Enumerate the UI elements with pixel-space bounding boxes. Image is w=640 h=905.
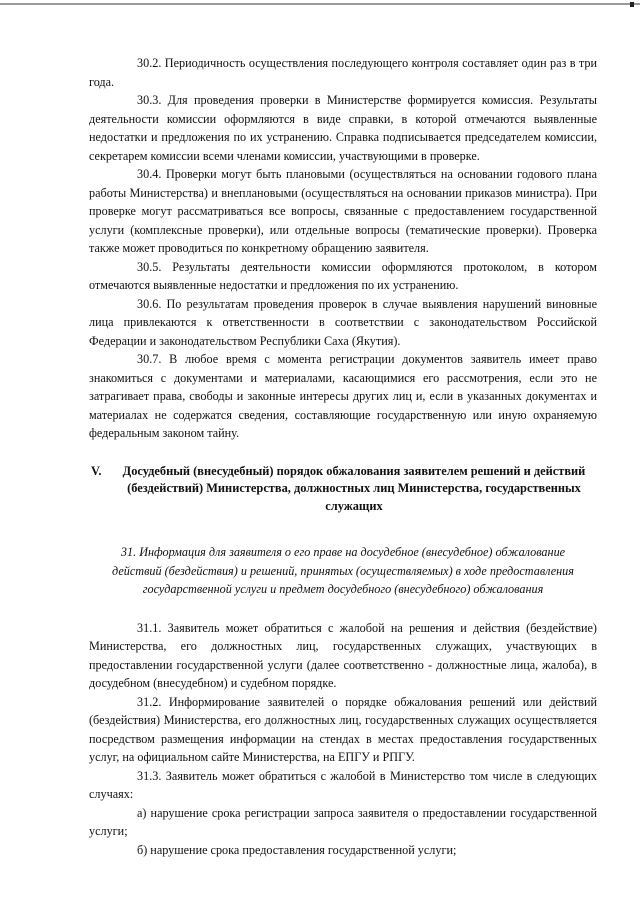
paragraph-30-4: 30.4. Проверки могут быть плановыми (осуществляться на основании годового плана работы Министерства) и внеплановыми (осуществляться на основании приказов министра). При проверке могут рассматриваться все вопросы, связанные с предоставлением государственной услуги (комплексные проверки), или отдельные вопросы (тематические проверки). Проверка также может проводиться по конкретному обращению заявителя. <box>89 167 597 255</box>
scan-top-edge <box>0 3 640 5</box>
subsection-heading: 31. Информация для заявителя о его праве на досудебное (внесудебное) обжалование действий (бездействия) и решений, принятых (осуществляемых) в ходе предоставления государственной услуги и предмет досудебного (внесудебного) обжалования <box>112 545 574 596</box>
list-item-b: б) нарушение срока предоставления государственной услуги; <box>137 842 457 857</box>
document-page <box>89 54 597 859</box>
paragraph-31-3: 31.3. Заявитель может обратиться с жалобой в Министерство том числе в следующих случаях: <box>89 768 597 801</box>
section-heading <box>89 463 597 516</box>
paragraph-31-1: 31.1. Заявитель может обратиться с жалобой на решения и действия (бездействие) Министерства, его должностных лиц, государственных служащих, участвующих в предоставлении государственной услуги (далее соответственно - должностные лица, жалоба), в досудебном (внесудебном) и судебном порядке. <box>89 620 597 690</box>
paragraph-30-2: 30.2. Периодичность осуществления последующего контроля составляет один раз в три года. <box>89 56 597 89</box>
paragraph-31-2: 31.2. Информирование заявителей о порядке обжалования решений или действий (бездействия) Министерства, его должностных лиц, государственных служащих осуществляется посредством размещения информации на стендах в местах предоставления государственных услуг, на официальном сайте Министерства, на ЕПГУ и РПГУ. <box>89 694 597 764</box>
section-title: Досудебный (внесудебный) порядок обжалования заявителем решений и действий (бездействий) Министерства, должностных лиц Министерства, государственных служащих <box>122 463 586 513</box>
list-item-a: а) нарушение срока регистрации запроса заявителя о предоставлении государственной услуги; <box>89 805 597 838</box>
paragraph-30-5: 30.5. Результаты деятельности комиссии оформляются протоколом, в котором отмечаются выявленные недостатки и предложения по их устранению. <box>89 259 597 292</box>
paragraph-30-6: 30.6. По результатам проведения проверок в случае выявления нарушений виновные лица привлекаются к ответственности в соответствии с законодательством Российской Федерации и законодательством Республики Саха (Якутия). <box>89 296 597 348</box>
paragraph-30-7: 30.7. В любое время с момента регистрации документов заявитель имеет право знакомиться с документами и материалами, касающимися его рассмотрения, если это не затрагивает права, свободы и законные интересы других лиц и, если в указанных документах и материалах не содержатся сведения, составляющие государственную или иную охраняемую федеральным законом тайну. <box>89 352 597 440</box>
section-number: V. <box>91 463 102 478</box>
paragraph-30-3: 30.3. Для проведения проверки в Министерстве формируется комиссия. Результаты деятельности комиссии оформляются в виде справки, в которой отмечаются выявленные недостатки и предложения по их устранению. Справка подписывается председателем комиссии, секретарем комиссии всеми членами комиссии, участвующими в проверке. <box>89 93 597 163</box>
